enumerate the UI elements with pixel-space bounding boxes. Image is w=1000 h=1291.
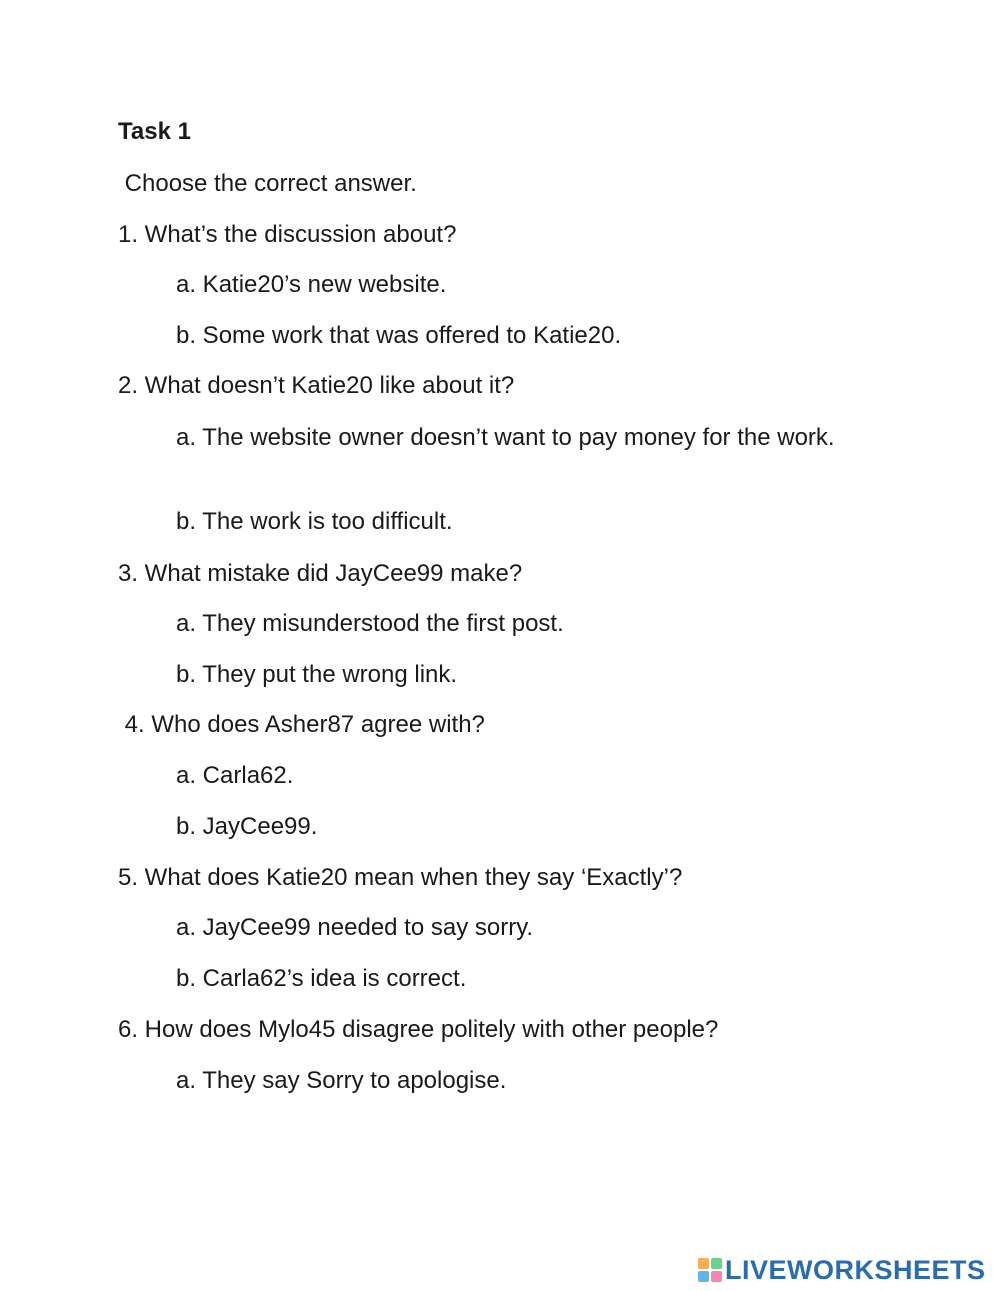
question-3: 3. What mistake did JayCee99 make? <box>118 560 523 587</box>
question-4-option-b[interactable]: b. JayCee99. <box>176 813 318 840</box>
question-2-option-b[interactable]: b. The work is too difficult. <box>176 508 453 535</box>
liveworksheets-logo[interactable] <box>698 1256 986 1284</box>
question-5-option-a[interactable]: a. JayCee99 needed to say sorry. <box>176 914 534 941</box>
question-5: 5. What does Katie20 mean when they say ‘Exactly’? <box>118 864 683 891</box>
question-6-option-a[interactable]: a. They say Sorry to apologise. <box>176 1067 507 1094</box>
question-1: 1. What’s the discussion about? <box>118 221 457 248</box>
question-2-option-a[interactable]: a. The website owner doesn’t want to pay money for the work. <box>176 424 835 451</box>
task-title: Task 1 <box>118 118 191 145</box>
question-1-option-b[interactable]: b. Some work that was offered to Katie20. <box>176 322 622 349</box>
task-instruction: Choose the correct answer. <box>118 170 417 197</box>
liveworksheets-logo-text: LIVEWORKSHEETS <box>725 1255 986 1285</box>
question-3-option-b[interactable]: b. They put the wrong link. <box>176 661 458 688</box>
question-2: 2. What doesn’t Katie20 like about it? <box>118 372 515 399</box>
question-6: 6. How does Mylo45 disagree politely with other people? <box>118 1016 719 1043</box>
question-3-option-a[interactable]: a. They misunderstood the first post. <box>176 610 564 637</box>
question-4-option-a[interactable]: a. Carla62. <box>176 762 294 789</box>
question-1-option-a[interactable]: a. Katie20’s new website. <box>176 271 447 298</box>
question-4: 4. Who does Asher87 agree with? <box>118 711 485 738</box>
question-5-option-b[interactable]: b. Carla62’s idea is correct. <box>176 965 467 992</box>
liveworksheets-logo-icon <box>698 1258 722 1282</box>
